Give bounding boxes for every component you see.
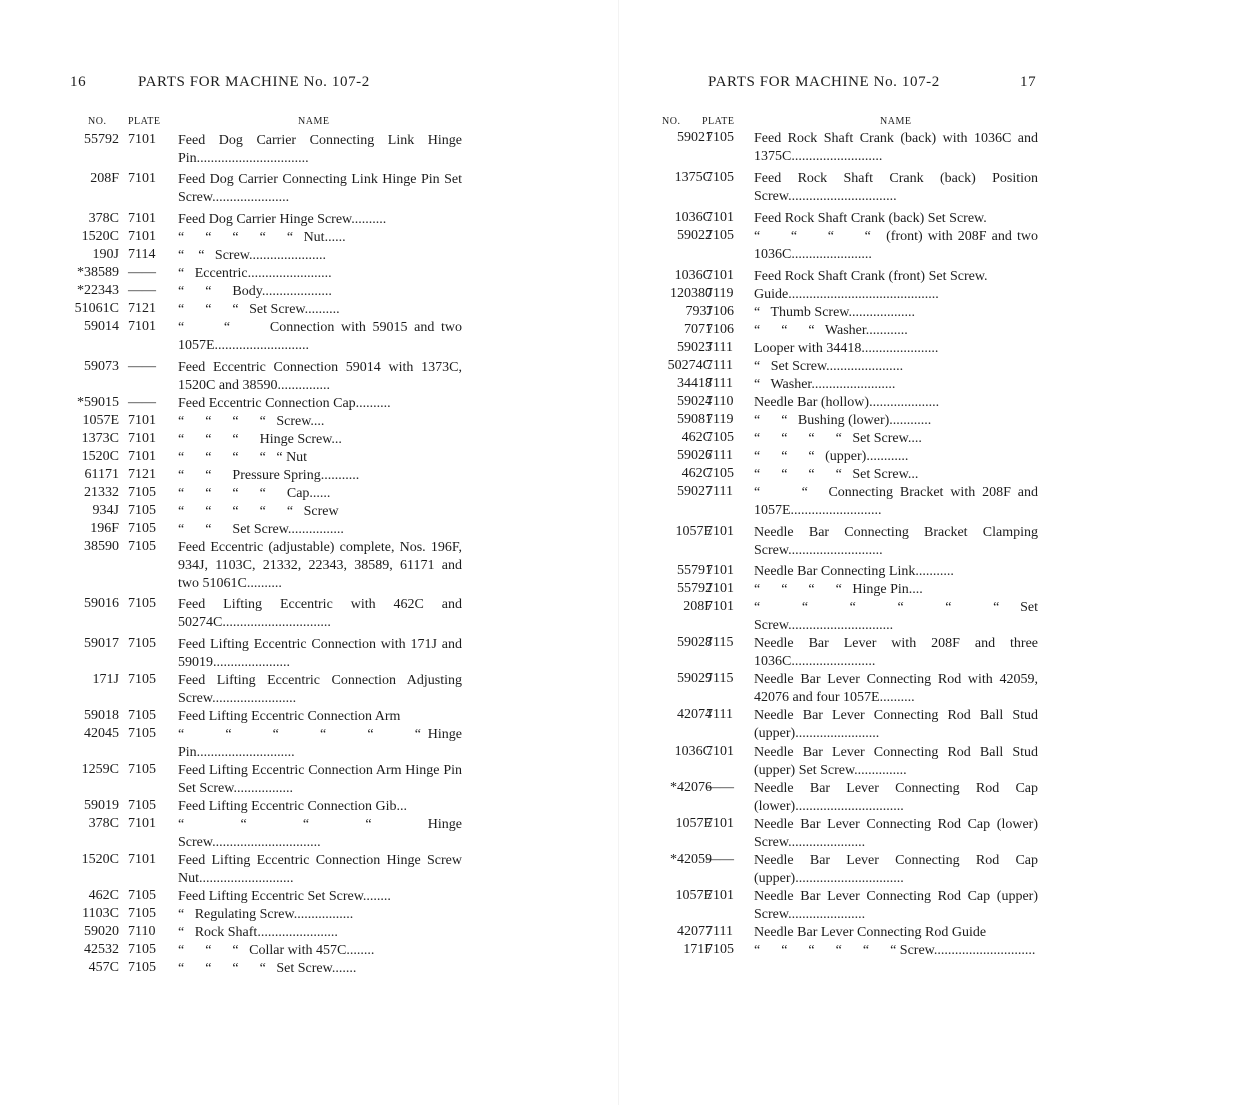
part-no: 51061C xyxy=(74,301,119,316)
part-plate: 7105 xyxy=(128,942,156,957)
part-no: *59015 xyxy=(77,395,119,410)
part-no: 38590 xyxy=(84,539,119,554)
part-no: 59026 xyxy=(677,448,712,463)
part-no: 42045 xyxy=(84,726,119,741)
part-name: “ Thumb Screw................... xyxy=(754,305,915,320)
part-name: “ “ “ “ “ Nut xyxy=(178,450,308,465)
part-plate: 7105 xyxy=(128,798,156,813)
part-plate: 7119 xyxy=(706,412,734,427)
part-name: Feed Dog Carrier Connecting Link Hinge Pin................................ xyxy=(178,133,466,166)
part-name: “ “ “ “ Screw.... xyxy=(178,414,325,429)
part-no: 59014 xyxy=(84,319,119,334)
part-no: *42059 xyxy=(670,852,712,867)
part-no: 378C xyxy=(88,816,119,831)
part-no: 55792 xyxy=(84,132,119,147)
part-plate: —— xyxy=(706,780,734,795)
part-plate: —— xyxy=(128,283,156,298)
part-no: 59019 xyxy=(84,798,119,813)
part-plate: 7105 xyxy=(128,539,156,554)
column-header-name: NAME xyxy=(880,116,912,127)
part-no: 59073 xyxy=(84,359,119,374)
part-plate: 7110 xyxy=(128,924,156,939)
part-plate: 7105 xyxy=(128,960,156,975)
part-name: Feed Dog Carrier Connecting Link Hinge Pin Set Screw...................... xyxy=(178,172,466,205)
part-plate: 7101 xyxy=(706,524,734,539)
part-no: 59027 xyxy=(677,484,712,499)
part-no: 196F xyxy=(90,521,119,536)
part-no: 42074 xyxy=(677,707,712,722)
part-plate: 7106 xyxy=(706,304,734,319)
part-plate: 7101 xyxy=(128,852,156,867)
part-plate: 7111 xyxy=(706,924,733,939)
part-name: Needle Bar Lever Connecting Rod Ball Stud (upper)........................ xyxy=(754,708,1042,741)
column-header-plate: PLATE xyxy=(702,116,735,127)
part-no: 1373C xyxy=(81,431,119,446)
part-plate: 7105 xyxy=(128,503,156,518)
part-name: Needle Bar Lever Connecting Rod Cap (lower)............................... xyxy=(754,781,1042,814)
part-no: *38589 xyxy=(77,265,119,280)
part-name: “ “ “ “ “ “ Screw............................. xyxy=(754,943,1036,958)
part-name: “ “ Screw...................... xyxy=(178,248,327,263)
part-no: 1520C xyxy=(81,852,119,867)
part-plate: 7105 xyxy=(128,906,156,921)
part-name: “ “ Connection with 59015 and two 1057E........................... xyxy=(178,320,466,353)
part-name: Feed Lifting Eccentric Set Screw........ xyxy=(178,889,391,904)
part-plate: 7111 xyxy=(706,376,733,391)
part-name: Guide........................................... xyxy=(754,287,939,302)
part-name: Feed Lifting Eccentric Connection Hinge Screw Nut........................... xyxy=(178,853,466,886)
part-plate: 7115 xyxy=(706,671,734,686)
part-name: “ “ “ “ Cap...... xyxy=(178,486,331,501)
column-header-no: NO. xyxy=(662,116,681,127)
part-plate: —— xyxy=(128,359,156,374)
part-plate: 7101 xyxy=(128,431,156,446)
part-plate: 7105 xyxy=(128,672,156,687)
part-name: Needle Bar Lever Connecting Rod with 42059, 42076 and four 1057E.......... xyxy=(754,672,1042,705)
part-plate: 7106 xyxy=(706,322,734,337)
part-plate: 7115 xyxy=(706,635,734,650)
part-plate: 7110 xyxy=(706,394,734,409)
part-no: 55792 xyxy=(677,581,712,596)
part-name: “ “ Bushing (lower)............ xyxy=(754,413,932,428)
part-name: Feed Lifting Eccentric Connection with 171J and 59019...................... xyxy=(178,637,466,670)
part-plate: 7101 xyxy=(128,229,156,244)
column-header-no: NO. xyxy=(88,116,107,127)
part-plate: 7101 xyxy=(128,211,156,226)
part-no: 61171 xyxy=(84,467,119,482)
part-no: 1520C xyxy=(81,229,119,244)
page-number: 17 xyxy=(1020,74,1037,90)
part-no: 34418 xyxy=(677,376,712,391)
part-name: “ Washer........................ xyxy=(754,377,896,392)
part-plate: 7111 xyxy=(706,484,733,499)
part-no: 1259C xyxy=(81,762,119,777)
right-page xyxy=(620,0,1238,1105)
part-no: 190J xyxy=(92,247,119,262)
part-name: Needle Bar Lever Connecting Rod Ball Stud (upper) Set Screw............... xyxy=(754,745,1042,778)
part-no: 55791 xyxy=(677,563,712,578)
part-plate: 7101 xyxy=(706,744,734,759)
part-name: “ “ “ “ “ “ Set Screw.............................. xyxy=(754,600,1042,633)
part-plate: 7111 xyxy=(706,340,733,355)
part-name: Needle Bar Lever Connecting Rod Cap (upper)............................... xyxy=(754,853,1042,886)
part-plate: 7119 xyxy=(706,286,734,301)
part-name: “ “ “ Collar with 457C........ xyxy=(178,943,375,958)
part-no: 1057E xyxy=(675,888,712,903)
part-plate: 7105 xyxy=(706,430,734,445)
column-header-name: NAME xyxy=(298,116,330,127)
part-no: 1103C xyxy=(82,906,119,921)
part-no: *42076 xyxy=(670,780,712,795)
part-plate: 7105 xyxy=(706,942,734,957)
part-plate: 7101 xyxy=(128,319,156,334)
part-name: “ “ “ “ Set Screw... xyxy=(754,467,919,482)
part-plate: 7101 xyxy=(706,581,734,596)
part-name: “ Rock Shaft....................... xyxy=(178,925,338,940)
part-plate: 7105 xyxy=(706,228,734,243)
part-name: “ “ “ “ Hinge Pin.... xyxy=(754,582,923,597)
part-no: 1057E xyxy=(675,816,712,831)
part-plate: 7121 xyxy=(128,467,156,482)
part-no: 462C xyxy=(88,888,119,903)
part-no: 457C xyxy=(88,960,119,975)
part-plate: 7105 xyxy=(706,466,734,481)
part-name: Needle Bar Connecting Bracket Clamping Screw........................... xyxy=(754,525,1042,558)
part-name: Needle Bar Lever Connecting Rod Cap (lower) Screw...................... xyxy=(754,817,1042,850)
part-name: “ “ Connecting Bracket with 208F and 1057E.......................... xyxy=(754,485,1042,518)
part-name: “ “ “ “ (front) with 208F and two 1036C....................... xyxy=(754,229,1042,262)
part-plate: 7105 xyxy=(128,726,156,741)
part-no: 59028 xyxy=(677,635,712,650)
page-title: PARTS FOR MACHINE No. 107-2 xyxy=(708,74,940,90)
part-plate: 7101 xyxy=(706,888,734,903)
part-name: “ “ “ Set Screw.......... xyxy=(178,302,340,317)
part-plate: —— xyxy=(128,395,156,410)
part-no: 1036C xyxy=(674,210,712,225)
part-plate: 7105 xyxy=(706,170,734,185)
part-plate: 7111 xyxy=(706,448,733,463)
part-name: “ “ Set Screw................ xyxy=(178,522,344,537)
part-name: Feed Lifting Eccentric Connection Arm xyxy=(178,709,401,724)
part-no: 1520C xyxy=(81,449,119,464)
part-name: Needle Bar Lever Connecting Rod Guide xyxy=(754,925,987,940)
part-plate: 7105 xyxy=(128,762,156,777)
part-plate: 7105 xyxy=(128,485,156,500)
part-name: Feed Eccentric (adjustable) complete, Nos. 196F, 934J, 1103C, 21332, 22343, 38589, 61171 and two 51061C.......... xyxy=(178,540,466,591)
part-name: “ “ “ (upper)............ xyxy=(754,449,909,464)
part-no: 42532 xyxy=(84,942,119,957)
part-name: “ “ “ Washer............ xyxy=(754,323,908,338)
part-name: Feed Lifting Eccentric Connection Arm Hinge Pin Set Screw................. xyxy=(178,763,466,796)
part-name: “ “ “ “ “ Nut...... xyxy=(178,230,346,245)
part-no: 1057E xyxy=(675,524,712,539)
part-name: Feed Lifting Eccentric with 462C and 50274C............................... xyxy=(178,597,466,630)
part-no: 21332 xyxy=(84,485,119,500)
part-no: 793J xyxy=(685,304,712,319)
part-plate: 7121 xyxy=(128,301,156,316)
part-plate: 7101 xyxy=(706,599,734,614)
part-no: 59023 xyxy=(677,340,712,355)
part-plate: 7101 xyxy=(706,816,734,831)
part-no: 59022 xyxy=(677,228,712,243)
part-name: Needle Bar Lever Connecting Rod Cap (upper) Screw...................... xyxy=(754,889,1042,922)
part-no: 59017 xyxy=(84,636,119,651)
part-plate: —— xyxy=(706,852,734,867)
part-plate: —— xyxy=(128,265,156,280)
part-name: Feed Rock Shaft Crank (back) Position Screw............................... xyxy=(754,171,1042,204)
part-no: 1375C xyxy=(674,170,712,185)
part-no: 59020 xyxy=(84,924,119,939)
part-name: “ “ “ “ “ Screw xyxy=(178,504,339,519)
part-no: 462C xyxy=(681,466,712,481)
part-name: “ Eccentric........................ xyxy=(178,266,332,281)
part-no: 50274C xyxy=(667,358,712,373)
part-plate: 7114 xyxy=(128,247,156,262)
part-plate: 7105 xyxy=(706,130,734,145)
column-header-plate: PLATE xyxy=(128,116,161,127)
part-name: Needle Bar Connecting Link........... xyxy=(754,564,954,579)
part-plate: 7105 xyxy=(128,596,156,611)
page-number: 16 xyxy=(70,74,87,90)
part-name: “ Set Screw...................... xyxy=(754,359,904,374)
part-no: 42077 xyxy=(677,924,712,939)
part-plate: 7111 xyxy=(706,358,733,373)
part-plate: 7111 xyxy=(706,707,733,722)
page-title: PARTS FOR MACHINE No. 107-2 xyxy=(138,74,370,90)
part-no: 208F xyxy=(683,599,712,614)
part-no: 120380 xyxy=(670,286,712,301)
part-no: 59016 xyxy=(84,596,119,611)
part-name: “ “ “ “ “ “ Hinge Pin............................ xyxy=(178,727,466,760)
part-plate: 7101 xyxy=(706,563,734,578)
part-name: Feed Rock Shaft Crank (back) with 1036C and 1375C.......................... xyxy=(754,131,1042,164)
part-name: Looper with 34418...................... xyxy=(754,341,939,356)
part-name: Feed Rock Shaft Crank (front) Set Screw. xyxy=(754,269,988,284)
part-name: Needle Bar (hollow).................... xyxy=(754,395,940,410)
part-plate: 7101 xyxy=(128,413,156,428)
part-name: “ “ “ “ Set Screw....... xyxy=(178,961,357,976)
part-no: 1057E xyxy=(82,413,119,428)
part-no: 1036C xyxy=(674,268,712,283)
part-no: 59018 xyxy=(84,708,119,723)
part-no: 1036C xyxy=(674,744,712,759)
part-plate: 7101 xyxy=(706,210,734,225)
part-name: Feed Lifting Eccentric Connection Adjusting Screw........................ xyxy=(178,673,466,706)
part-name: Feed Dog Carrier Hinge Screw.......... xyxy=(178,212,387,227)
part-no: 59024 xyxy=(677,394,712,409)
part-plate: 7105 xyxy=(128,521,156,536)
part-no: 171J xyxy=(92,672,119,687)
part-plate: 7105 xyxy=(128,888,156,903)
part-name: Needle Bar Lever with 208F and three 1036C........................ xyxy=(754,636,1042,669)
part-no: *22343 xyxy=(77,283,119,298)
part-name: “ Regulating Screw................. xyxy=(178,907,354,922)
part-no: 378C xyxy=(88,211,119,226)
part-no: 171F xyxy=(683,942,712,957)
part-name: Feed Rock Shaft Crank (back) Set Screw. xyxy=(754,211,987,226)
part-plate: 7101 xyxy=(128,132,156,147)
part-plate: 7101 xyxy=(128,171,156,186)
part-no: 59081 xyxy=(677,412,712,427)
part-plate: 7101 xyxy=(706,268,734,283)
part-name: “ “ Pressure Spring........... xyxy=(178,468,360,483)
part-no: 208F xyxy=(90,171,119,186)
part-name: “ “ “ “ Set Screw.... xyxy=(754,431,922,446)
part-no: 59021 xyxy=(677,130,712,145)
part-name: Feed Lifting Eccentric Connection Gib... xyxy=(178,799,407,814)
part-no: 934J xyxy=(92,503,119,518)
part-name: Feed Eccentric Connection Cap.......... xyxy=(178,396,391,411)
part-name: Feed Eccentric Connection 59014 with 1373C, 1520C and 38590............... xyxy=(178,360,466,393)
part-plate: 7105 xyxy=(128,636,156,651)
part-name: “ “ Body.................... xyxy=(178,284,332,299)
part-plate: 7101 xyxy=(128,816,156,831)
part-no: 462C xyxy=(681,430,712,445)
part-name: “ “ “ “ Hinge Screw............................... xyxy=(178,817,466,850)
part-plate: 7105 xyxy=(128,708,156,723)
part-name: “ “ “ Hinge Screw... xyxy=(178,432,342,447)
part-plate: 7101 xyxy=(128,449,156,464)
part-no: 7071 xyxy=(684,322,712,337)
part-no: 59029 xyxy=(677,671,712,686)
